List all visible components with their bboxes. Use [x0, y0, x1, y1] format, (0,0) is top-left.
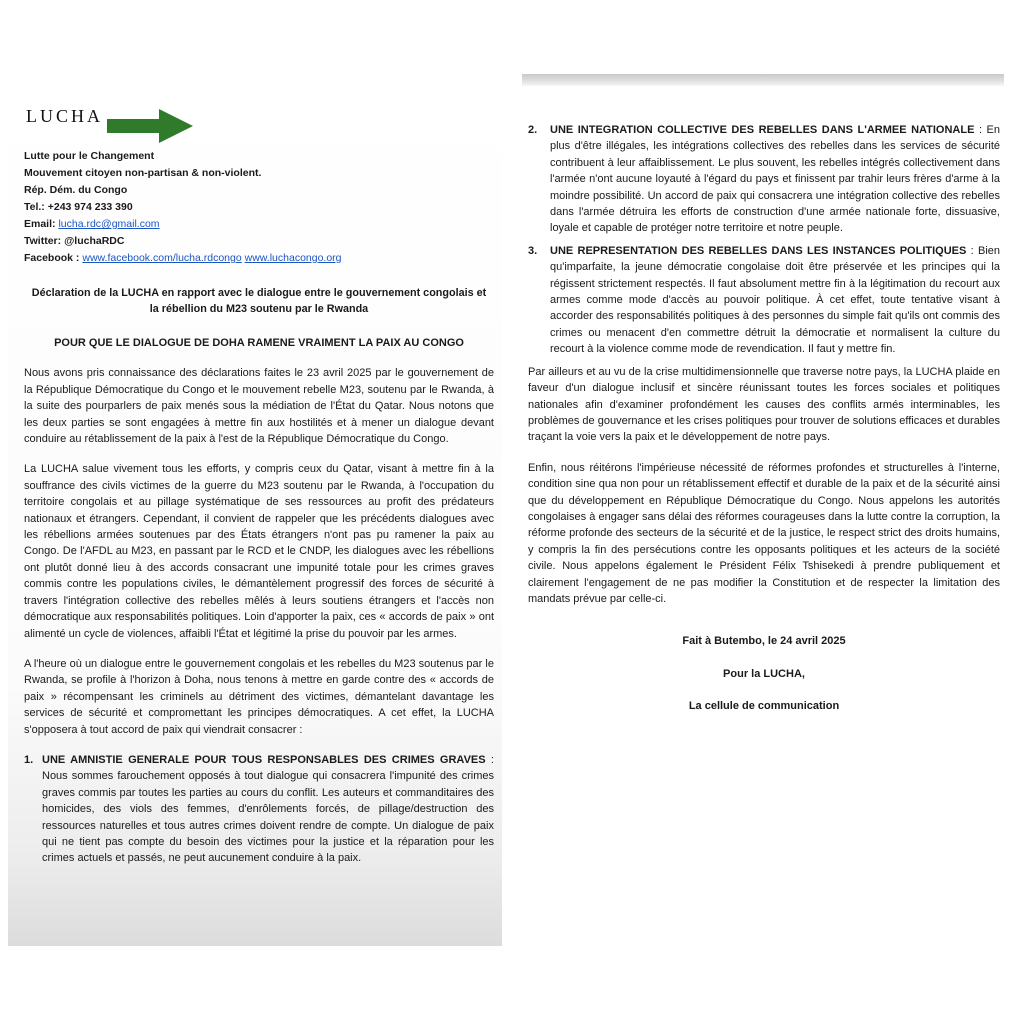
points-list: [528, 122, 1000, 358]
paragraph: Enfin, nous réitérons l'impérieuse nécessité de réformes profondes et structurelles à l'interne, condition sine qua non pour un rétablissement effectif et durable de la paix et de la sécurité ainsi que du développement en République Démocratique du Congo. Nous appelons les autorités congolaises à engager sans délai des réformes courageuses dans la lutte contre la corruption, la réforme profonde des secteurs de la sécurité et de la justice, le respect strict des droits humains, y compris la fin des persécutions contre les opposants politiques et les acteurs de la société civile. Nous appelons également le Président Félix Tshisekedi à prendre publiquement et clairement l'engagement de ne pas modifier la Constitution et de respecter la limitation des mandats prévue par celle-ci.: [528, 461, 1000, 605]
website-link[interactable]: www.luchacongo.org: [244, 252, 342, 264]
point-text: : En plus d'être illégales, les intégrations collectives des rebelles dans les services de sécurité contribuent à leur affaiblissement. Le plus souvent, les rebelles intégrés collectivement dans l'armée n'ont aucune loyauté à l'égard du pays et finissent par trahir leurs frères d'arme à la moindre possibilité. Un accord de paix qui consacrera une intégration collective des rebelles dans l'armée détruira les efforts de construction d'une armée nationale forte, dissuasive, loyale et capable de protéger notre territoire et notre peuple.: [550, 124, 1000, 235]
org-tagline: Mouvement citoyen non-partisan & non-violent.: [24, 167, 262, 179]
logo-text: LUCHA: [26, 105, 103, 126]
point-text: : Nous sommes farouchement opposés à tout dialogue qui consacrera l'impunité des crimes graves commis par toutes les parties au cours du conflit. Les auteurs et commanditaires des homicides, des viols des femmes, d'enrôlements forcés, de pillage/destruction des ressources naturelles et tous autres crimes doivent rendre de compte. Un dialogue de paix qui ne tient pas compte du besoin des victimes pour la justice et la réparation pour les crimes actuels et passés, ne peut aucunement conduire à la paix.: [42, 753, 494, 865]
list-item: [24, 752, 494, 867]
facebook-line: [24, 250, 494, 267]
closing-block: [528, 633, 1000, 714]
point-title: UNE REPRESENTATION DES REBELLES DANS LES INSTANCES POLITIQUES: [550, 244, 967, 257]
list-item: [528, 243, 1000, 358]
point-title: UNE INTEGRATION COLLECTIVE DES REBELLES DANS L'ARMEE NATIONALE: [550, 124, 975, 136]
point-text: : Bien qu'imparfaite, la jeune démocratie congolaise doit être préservée et les principes qui la régissent strictement respectés. Il faut absolument mettre fin à la légitimation du recourt aux armes comme mode d'accès au pouvoir politique. À cet effet, toute tentative visant à accorder des responsabilités politiques à des personnes du simple fait qu'ils ont commis des crimes ou menacent d'en commettre détruit la démocratie et normalisent la culture du recourt à la violence comme mode de revendication. Il faut y mettre fin.: [550, 244, 1001, 356]
twitter-label: Twitter:: [24, 235, 62, 247]
phone-label: Tel.:: [24, 201, 45, 213]
paragraph: A l'heure où un dialogue entre le gouvernement congolais et les rebelles du M23 soutenus par le Rwanda, se profile à l'horizon à Doha, nous tenons à mettre en garde contre des « accords de paix » récompensant les criminels au détriment des victimes, démantelant davantage les services de sécurité et compromettant les principes démocratiques. A cet effet, la LUCHA s'opposera à tout accord de paix qui viendrait consacrer :: [24, 657, 494, 736]
email-link[interactable]: lucha.rdc@gmail.com: [58, 218, 160, 230]
main-title: POUR QUE LE DIALOGUE DE DOHA RAMENE VRAIMENT LA PAIX AU CONGO: [54, 337, 464, 349]
point-number: 1.: [24, 753, 34, 766]
paragraph: Par ailleurs et au vu de la crise multidimensionnelle que traverse notre pays, la LUCHA plaide en faveur d'un dialogue inclusif et sincère réunissant toutes les forces sociales et politiques nationales afin d'examiner profondément les causes des conflits armés interminables, les problèmes de gouvernance et les crises politiques pour trouver de solutions efficaces et durables traçant la voie vers la paix et le développement de notre pays.: [528, 365, 1000, 444]
twitter-handle: @luchaRDC: [64, 235, 125, 247]
right-page: [522, 74, 1004, 734]
points-list: [24, 752, 494, 867]
email-label: Email:: [24, 218, 56, 230]
arrow-right-icon: [107, 109, 193, 143]
org-country: Rép. Dém. du Congo: [24, 184, 128, 196]
facebook-link[interactable]: www.facebook.com/lucha.rdcongo: [82, 252, 242, 264]
point-title: UNE AMNISTIE GENERALE POUR TOUS RESPONSABLES DES CRIMES GRAVES: [42, 753, 486, 766]
twitter-line: [24, 233, 494, 250]
list-item: [528, 122, 1000, 237]
declaration-title: Déclaration de la LUCHA en rapport avec le dialogue entre le gouvernement congolais et la rébellion du M23 soutenu par le Rwanda: [31, 287, 487, 315]
left-page: [8, 86, 502, 946]
signatory: La cellule de communication: [688, 700, 840, 713]
point-number: 2.: [528, 124, 538, 136]
place-date: Fait à Butembo, le 24 avril 2025: [682, 635, 846, 648]
org-name: Lutte pour le Changement: [24, 150, 155, 162]
point-body: [42, 752, 494, 867]
for-organization: Pour la LUCHA,: [723, 667, 805, 680]
paragraph: La LUCHA salue vivement tous les efforts, y compris ceux du Qatar, visant à mettre fin à la souffrance des civils victimes de la guerre du M23 soutenu par le Rwanda, à l'occupation du territoire congolais et au pillage systématique de ses ressources au profit des prédateurs nationaux et étrangers. Cependant, il convient de rappeler que les précédents dialogues avec les rébellions armées soutenues par des États étrangers n'ont pas pu ramener la paix au Congo. De l'AFDL au M23, en passant par le RCD et le CNDP, les dialogues avec les rébellions ont plutôt donné lieu à des accords consacrant une impunité totale pour les crimes graves commis contre les populations civiles, le démantèlement progressif des forces de sécurité à travers l'intégration collective des rebelles mêlés à leurs soutiens étrangers et l'accès non démocratique aux responsabilités politiques. Loin d'apporter la paix, ces « accords de paix » ont alimenté un cycle de violences, affaibli l'État et légitimé la prise du pouvoir par les armes.: [24, 463, 494, 640]
point-body: [550, 122, 1000, 237]
point-number: 3.: [528, 244, 538, 257]
phone-line: [24, 199, 494, 216]
phone-value: +243 974 233 390: [47, 201, 133, 213]
email-line: [24, 216, 494, 233]
facebook-label: Facebook :: [24, 252, 80, 264]
contact-block: [24, 148, 494, 267]
point-body: [550, 243, 1000, 358]
paragraph: Nous avons pris connaissance des déclarations faites le 23 avril 2025 par le gouvernement de la République Démocratique du Congo et le mouvement rebelle M23, soutenu par le Rwanda, à la suite des pourparlers de paix menés sous la médiation de l'État du Qatar. Nous notons que les deux parties se sont engagées à mettre fin aux hostilités et à mener un dialogue devant conduire au rétablissement de la paix à l'est de la République Démocratique du Congo.: [24, 367, 494, 446]
logo: [24, 106, 494, 140]
